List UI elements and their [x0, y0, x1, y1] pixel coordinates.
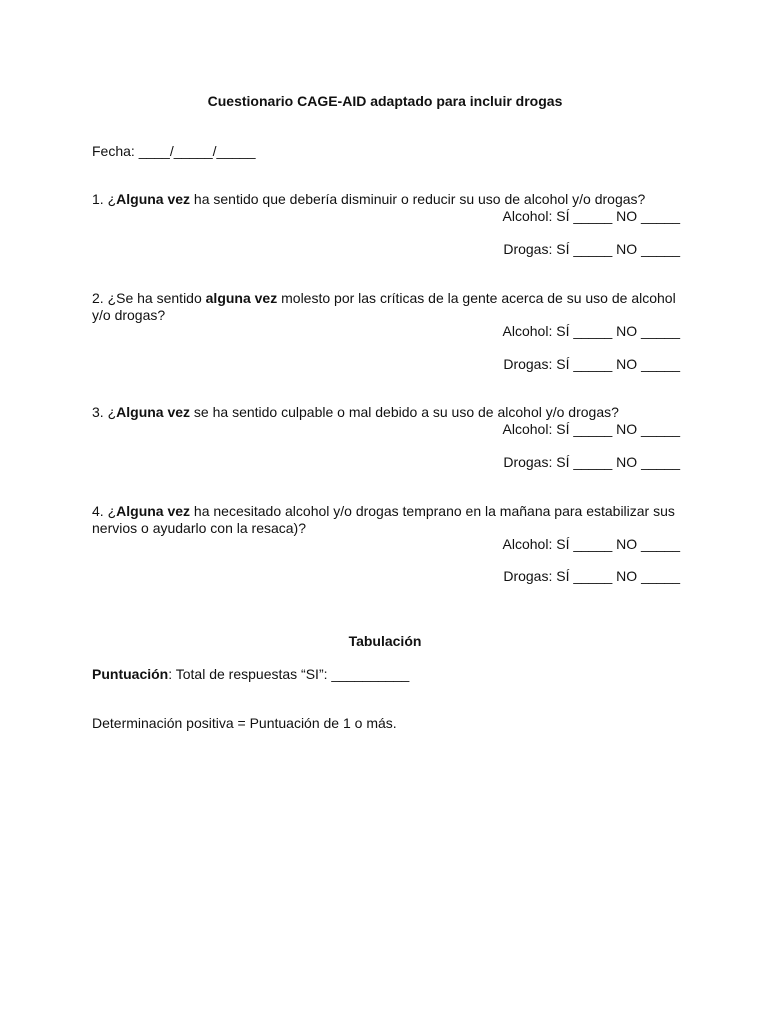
question-number: 3. — [92, 404, 104, 420]
question-4 — [92, 503, 682, 537]
question-2-drugs-answer: Drogas: SÍ _____ NO _____ — [503, 356, 680, 372]
question-number: 4. — [92, 503, 104, 519]
question-prefix: ¿ — [107, 404, 117, 420]
score-line — [92, 666, 409, 683]
question-prefix: ¿Se ha sentido — [107, 290, 206, 306]
question-emphasis: Alguna vez — [116, 503, 191, 519]
date-field: Fecha: ____/_____/_____ — [92, 143, 256, 159]
question-prefix: ¿ — [107, 191, 117, 207]
question-emphasis: Alguna vez — [116, 404, 191, 420]
page-title: Cuestionario CAGE-AID adaptado para incluir drogas — [207, 93, 563, 109]
question-3 — [92, 404, 682, 421]
question-1-drugs-answer: Drogas: SÍ _____ NO _____ — [503, 241, 680, 257]
question-prefix: ¿ — [107, 503, 117, 519]
question-emphasis: Alguna vez — [116, 191, 191, 207]
question-2-alcohol-answer: Alcohol: SÍ _____ NO _____ — [502, 323, 680, 339]
tabulation-heading: Tabulación — [348, 633, 422, 649]
score-text: : Total de respuestas “SI”: __________ — [168, 666, 410, 682]
question-2 — [92, 290, 682, 324]
question-emphasis: alguna vez — [205, 290, 278, 306]
question-3-alcohol-answer: Alcohol: SÍ _____ NO _____ — [502, 421, 680, 437]
question-1-text — [92, 191, 682, 208]
question-body: se ha sentido culpable o mal debido a su uso de alcohol y/o drogas? — [190, 404, 619, 420]
question-1 — [92, 191, 682, 208]
question-1-alcohol-answer: Alcohol: SÍ _____ NO _____ — [502, 208, 680, 224]
question-body: ha necesitado alcohol y/o drogas temprano en la mañana para estabilizar sus nervios o ayudarlo con la resaca)? — [92, 503, 675, 536]
question-4-alcohol-answer: Alcohol: SÍ _____ NO _____ — [502, 536, 680, 552]
question-2-text — [92, 290, 682, 324]
question-3-drugs-answer: Drogas: SÍ _____ NO _____ — [503, 454, 680, 470]
question-3-text — [92, 404, 682, 421]
question-number: 1. — [92, 191, 104, 207]
question-number: 2. — [92, 290, 104, 306]
question-body: ha sentido que debería disminuir o reducir su uso de alcohol y/o drogas? — [190, 191, 646, 207]
determination-text: Determinación positiva = Puntuación de 1 o más. — [92, 715, 397, 731]
question-body: molesto por las críticas de la gente acerca de su uso de alcohol y/o drogas? — [92, 290, 676, 323]
score-label: Puntuación — [92, 666, 169, 682]
question-4-text — [92, 503, 682, 537]
question-4-drugs-answer: Drogas: SÍ _____ NO _____ — [503, 568, 680, 584]
